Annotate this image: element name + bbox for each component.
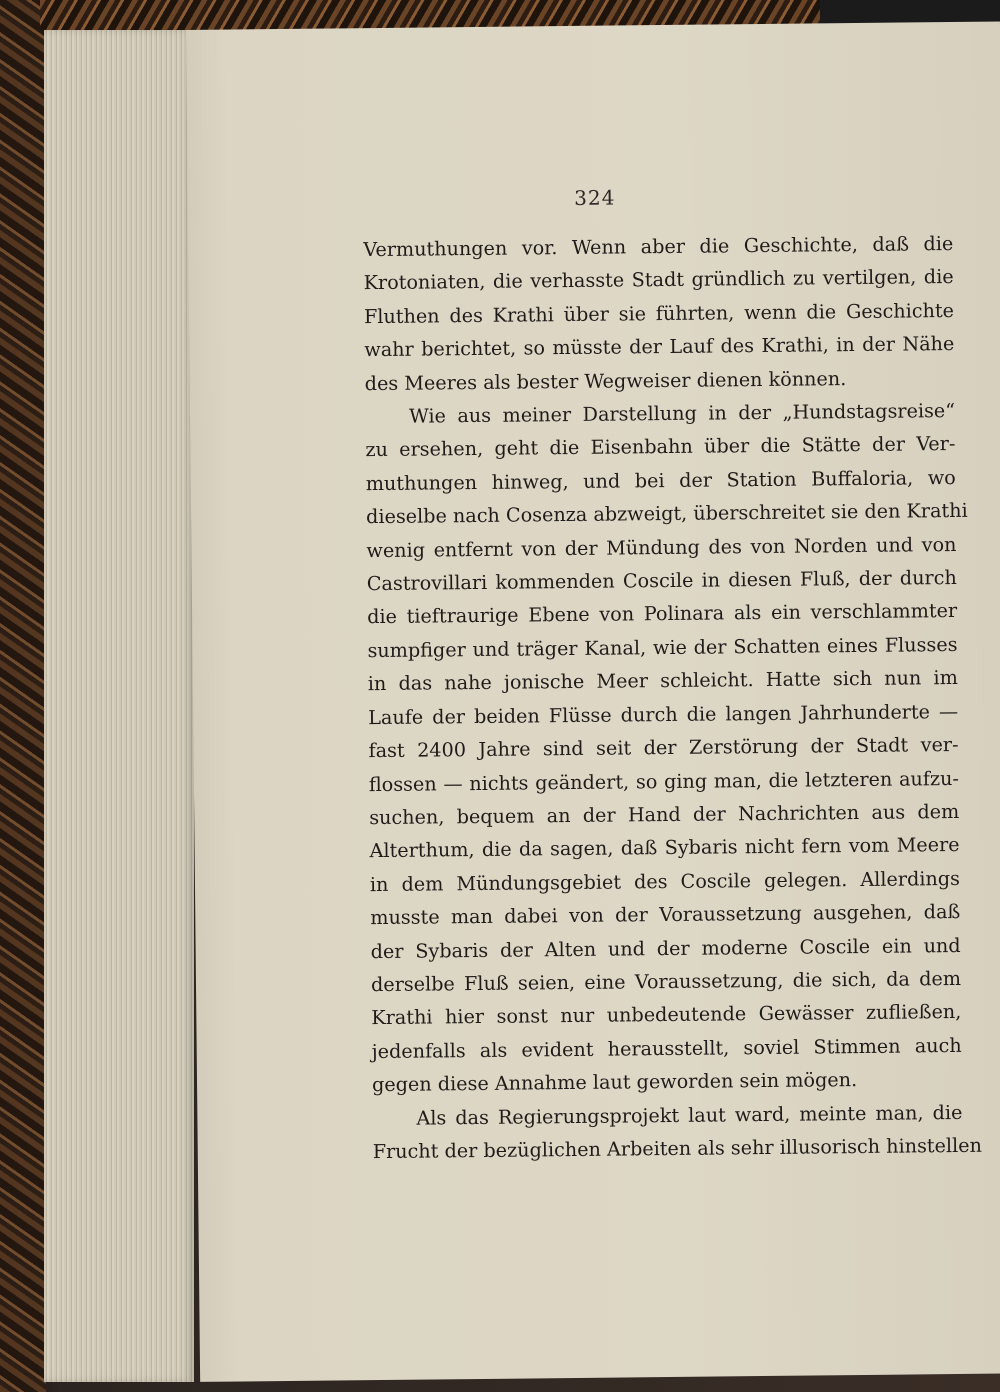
- text-line: musste man dabei von der Voraussetzung ausgehen, daß: [370, 900, 961, 930]
- text-line: des Meeres als bester Wegweiser dienen können.: [364, 366, 847, 395]
- text-line: dieselbe nach Cosenza abzweigt, überschreitet sie den Krathi: [365, 499, 968, 529]
- text-line: fast 2400 Jahre sind seit der Zerstörung der Stadt ver-: [368, 733, 959, 763]
- text-line: in dem Mündungsgebiet des Coscile gelegen. Allerdings: [369, 866, 961, 896]
- text-line: Castrovillari kommenden Coscile in diesen Fluß, der durch: [366, 566, 957, 596]
- text-line: sumpfiger und träger Kanal, wie der Schatten eines Flusses: [367, 632, 958, 663]
- page-number: 324: [574, 185, 616, 210]
- body-text: [363, 227, 983, 1169]
- text-line: derselbe Fluß seien, eine Voraussetzung, die sich, da dem: [370, 966, 962, 997]
- text-line: Laufe der beiden Flüsse durch die langen Jahrhunderte —: [368, 699, 959, 729]
- text-line: wahr berichtet, so müsste der Lauf des Krathi, in der Nähe: [364, 332, 955, 362]
- text-line: Fluthen des Krathi über sie führten, wenn die Geschichte: [363, 298, 955, 328]
- text-line: in das nahe jonische Meer schleicht. Hatte sich nun im: [367, 666, 958, 696]
- text-line: flossen — nichts geändert, so ging man, die letzteren aufzu-: [368, 766, 959, 796]
- book-page: [186, 21, 1000, 1381]
- text-line: Vermuthungen vor. Wenn aber die Geschichte, daß die: [363, 231, 954, 262]
- text-line: suchen, bequem an der Hand der Nachrichten aus dem: [369, 799, 960, 830]
- text-line: Krathi hier sonst nur unbedeutende Gewässer zufließen,: [371, 1000, 962, 1030]
- text-line: Frucht der bezüglichen Arbeiten als sehr illusorisch hinstellen: [372, 1133, 983, 1164]
- text-line: wenig entfernt von der Mündung des von Norden und von: [366, 532, 957, 562]
- page-stack-edge: [44, 30, 194, 1382]
- text-line: der Sybaris der Alten und der moderne Coscile ein und: [370, 933, 961, 963]
- text-line: Als das Regierungsprojekt laut ward, meinte man, die: [416, 1100, 963, 1130]
- text-line: Krotoniaten, die verhasste Stadt gründlich zu vertilgen, die: [363, 265, 954, 295]
- text-line: muthungen hinweg, und bei der Station Buffaloria, wo: [365, 465, 956, 495]
- text-line: die tieftraurige Ebene von Polinara als ein verschlammter: [367, 599, 958, 629]
- text-line: gegen diese Annahme laut geworden sein mögen.: [371, 1068, 858, 1097]
- text-line: Wie aus meiner Darstellung in der „Hundstagsreise“: [408, 398, 956, 428]
- text-line: zu ersehen, geht die Eisenbahn über die Stätte der Ver-: [365, 432, 956, 462]
- book-cover-edge: [0, 0, 46, 1392]
- text-line: jedenfalls als evident herausstellt, soviel Stimmen auch: [371, 1033, 962, 1063]
- text-line: Alterthum, die da sagen, daß Sybaris nicht fern vom Meere: [369, 833, 960, 863]
